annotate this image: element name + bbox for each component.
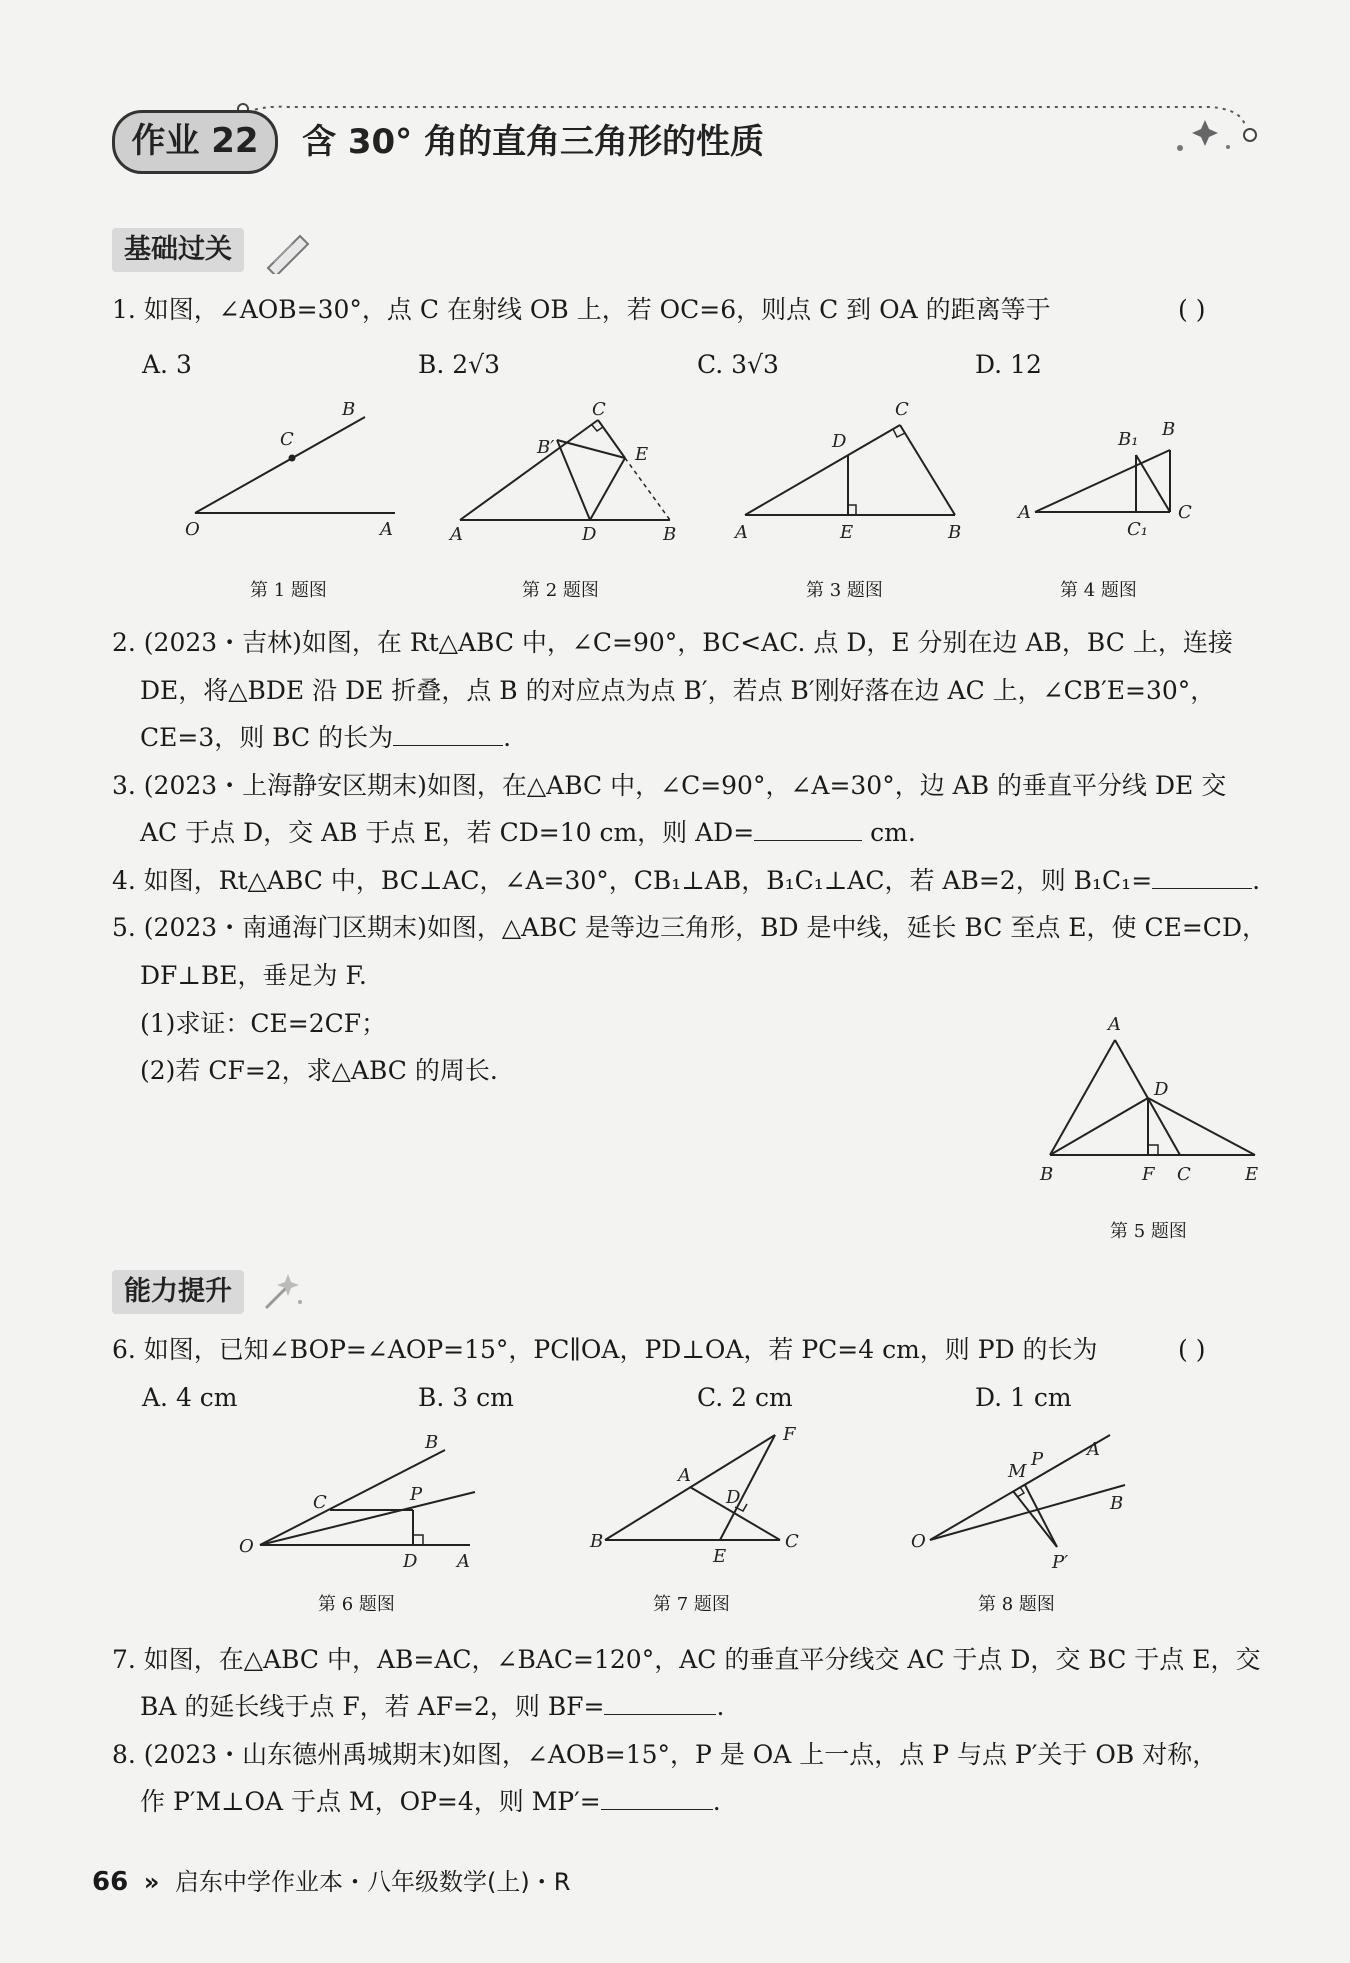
fig4-label-b: B — [1162, 419, 1176, 440]
fig6-label-p: P — [410, 1484, 423, 1505]
answer-blank-q3 — [754, 818, 862, 841]
fig8-label-a: A — [1087, 1439, 1100, 1460]
caption-fig-1: 第 1 题图 — [250, 580, 327, 601]
fig5-label-e: E — [1245, 1164, 1259, 1185]
fig8-label-p: P — [1031, 1449, 1044, 1470]
pencil-icon — [262, 230, 312, 274]
q6-option-d: D. 1 cm — [975, 1383, 1072, 1412]
fig1-label-o: O — [185, 519, 200, 540]
caption-fig-8: 第 8 题图 — [978, 1594, 1055, 1615]
answer-blank-q8 — [601, 1787, 713, 1810]
figure-6 — [235, 1430, 495, 1575]
question-2-line-1: 2. (2023・吉林)如图，在 Rt△ABC 中，∠C=90°，BC<AC. 点 D，E 分别在边 AB，BC 上，连接 — [112, 628, 1233, 657]
fig4-label-b1: B₁ — [1118, 429, 1139, 450]
question-3-line-2: AC 于点 D，交 AB 于点 E，若 CD=10 cm，则 AD= cm. — [140, 818, 916, 847]
fig4-label-c: C — [1178, 502, 1192, 523]
figure-4 — [1010, 410, 1210, 545]
question-5-line-2: DF⊥BE，垂足为 F. — [140, 961, 367, 990]
question-8-line-2: 作 P′M⊥OA 于点 M，OP=4，则 MP′= . — [140, 1787, 721, 1816]
fig2-label-b: B — [663, 524, 677, 545]
question-5-line-1: 5. (2023・南通海门区期末)如图，△ABC 是等边三角形，BD 是中线，延长 BC 至点 E，使 CE=CD， — [112, 913, 1267, 942]
fig2-label-c: C — [592, 399, 606, 420]
fig6-label-d: D — [403, 1551, 418, 1572]
fig3-label-c: C — [895, 399, 909, 420]
fig5-label-a: A — [1108, 1014, 1121, 1035]
fig7-label-b: B — [590, 1531, 604, 1552]
figure-5 — [1030, 1010, 1270, 1190]
caption-fig-3: 第 3 题图 — [806, 580, 883, 601]
figure-1 — [180, 395, 410, 545]
fig4-label-a: A — [1018, 502, 1031, 523]
fig7-label-d: D — [726, 1487, 741, 1508]
fig3-label-b: B — [948, 522, 962, 543]
fig4-label-c1: C₁ — [1127, 519, 1148, 540]
question-2-line-2: DE，将△BDE 沿 DE 折叠，点 B 的对应点为点 B′，若点 B′刚好落在边 AC 上，∠CB′E=30°， — [140, 676, 1216, 705]
figure-2 — [445, 395, 695, 545]
fig5-label-f: F — [1142, 1164, 1155, 1185]
section-advanced-heading: 能力提升 — [112, 1270, 244, 1314]
sparkle-icon — [258, 1268, 308, 1314]
figure-3 — [730, 395, 970, 545]
q1-option-d: D. 12 — [975, 350, 1042, 379]
caption-fig-2: 第 2 题图 — [522, 580, 599, 601]
question-5-part-1: (1)求证：CE=2CF； — [140, 1009, 387, 1038]
fig3-label-a: A — [735, 522, 748, 543]
question-6-answer-paren: ( ) — [1178, 1335, 1206, 1364]
answer-blank-q4 — [1152, 866, 1252, 889]
answer-blank-q7 — [604, 1692, 716, 1715]
q6-option-a: A. 4 cm — [142, 1383, 238, 1412]
question-8-line-1: 8. (2023・山东德州禹城期末)如图，∠AOB=15°，P 是 OA 上一点，点 P 与点 P′关于 OB 对称， — [112, 1740, 1218, 1769]
page-title: 含 30° 角的直角三角形的性质 — [302, 122, 764, 162]
figure-8 — [905, 1425, 1155, 1580]
question-3-line-1: 3. (2023・上海静安区期末)如图，在△ABC 中，∠C=90°，∠A=30°，边 AB 的垂直平分线 DE 交 — [112, 771, 1227, 800]
q6-option-b: B. 3 cm — [418, 1383, 514, 1412]
question-1-text: 1. 如图，∠AOB=30°，点 C 在射线 OB 上，若 OC=6，则点 C 到 OA 的距离等于 — [112, 295, 1051, 324]
caption-fig-4: 第 4 题图 — [1060, 580, 1137, 601]
fig8-label-pprime: P′ — [1052, 1552, 1069, 1573]
fig5-label-c: C — [1177, 1164, 1191, 1185]
question-5-part-2: (2)若 CF=2，求△ABC 的周长. — [140, 1056, 498, 1085]
fig7-label-c: C — [785, 1531, 799, 1552]
fig1-label-b: B — [342, 399, 356, 420]
q1-option-c: C. 3√3 — [697, 350, 779, 379]
figure-7 — [580, 1425, 810, 1575]
caption-fig-6: 第 6 题图 — [318, 1594, 395, 1615]
fig1-label-a: A — [380, 519, 393, 540]
fig2-label-bprime: B′ — [537, 437, 555, 458]
answer-blank-q2 — [393, 723, 503, 746]
question-7-line-2: BA 的延长线于点 F，若 AF=2，则 BF= . — [140, 1692, 725, 1721]
fig8-label-o: O — [911, 1531, 926, 1552]
question-6-text: 6. 如图，已知∠BOP=∠AOP=15°，PC∥OA，PD⊥OA，若 PC=4 cm，则 PD 的长为 — [112, 1335, 1098, 1364]
q1-option-b: B. 2√3 — [418, 350, 501, 379]
fig6-label-c: C — [313, 1492, 327, 1513]
fig2-label-a: A — [450, 524, 463, 545]
fig7-label-a: A — [678, 1465, 691, 1486]
fig8-label-m: M — [1008, 1461, 1027, 1482]
fig3-label-d: D — [832, 431, 847, 452]
fig6-label-b: B — [425, 1432, 439, 1453]
caption-fig-7: 第 7 题图 — [653, 1594, 730, 1615]
fig6-label-o: O — [239, 1536, 254, 1557]
fig3-label-e: E — [840, 522, 854, 543]
fig2-label-d: D — [582, 524, 597, 545]
fig1-label-c: C — [280, 429, 294, 450]
question-7-line-1: 7. 如图，在△ABC 中，AB=AC，∠BAC=120°，AC 的垂直平分线交 AC 于点 D，交 BC 于点 E，交 — [112, 1645, 1261, 1674]
fig8-label-b: B — [1110, 1493, 1124, 1514]
book-title: 启东中学作业本・八年级数学(上)・R — [174, 1868, 571, 1896]
q6-option-c: C. 2 cm — [697, 1383, 793, 1412]
question-2-line-3: CE=3，则 BC 的长为 . — [140, 723, 512, 752]
fig5-label-b: B — [1040, 1164, 1054, 1185]
page-footer — [92, 1862, 570, 1897]
question-1-answer-paren: ( ) — [1178, 295, 1206, 324]
fig7-label-e: E — [713, 1546, 727, 1567]
caption-fig-5: 第 5 题图 — [1110, 1221, 1187, 1242]
q1-option-a: A. 3 — [142, 350, 192, 379]
fig2-label-e: E — [635, 444, 649, 465]
question-4-text: 4. 如图，Rt△ABC 中，BC⊥AC，∠A=30°，CB₁⊥AB，B₁C₁⊥AC，若 AB=2，则 B₁C₁= . — [112, 866, 1261, 895]
section-basic-heading: 基础过关 — [112, 228, 244, 272]
fig6-label-a: A — [457, 1551, 470, 1572]
fig7-label-f: F — [783, 1425, 796, 1445]
homework-badge: 作业 22 — [112, 110, 278, 174]
page-number: 66 — [92, 1867, 129, 1897]
fig5-label-d: D — [1154, 1079, 1169, 1100]
double-arrow-icon: » — [143, 1868, 160, 1896]
